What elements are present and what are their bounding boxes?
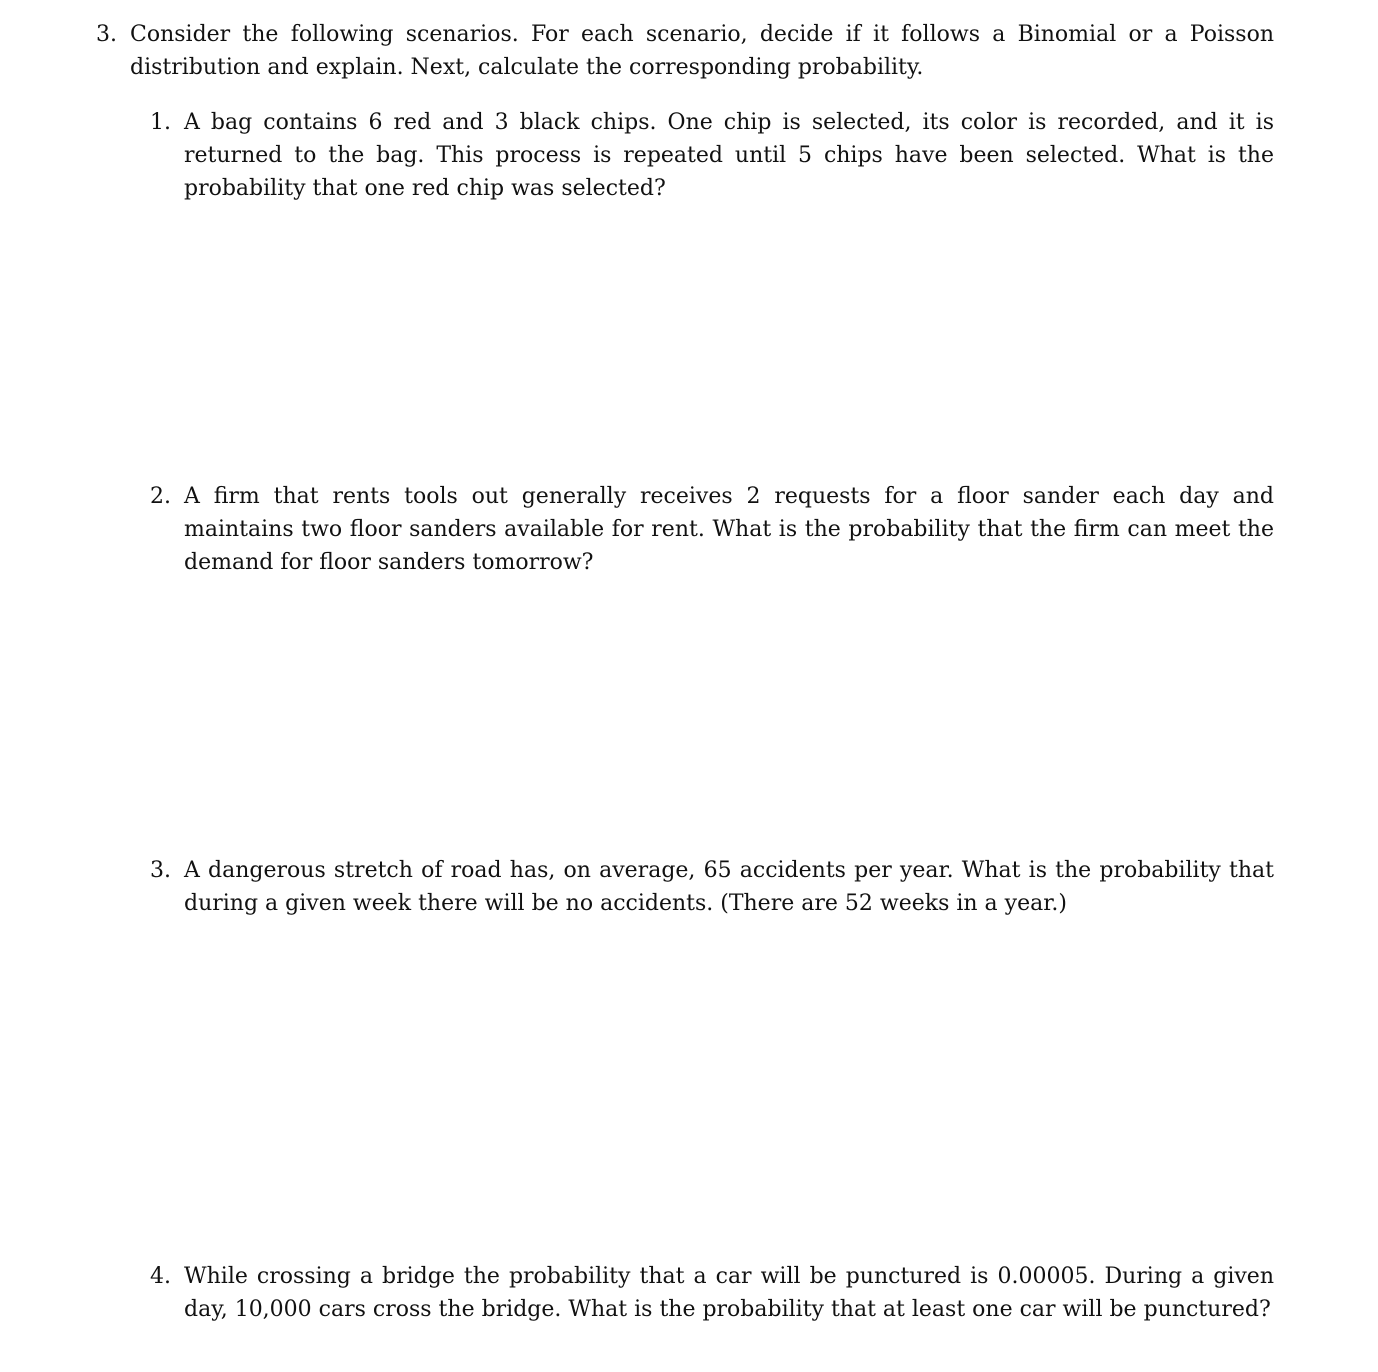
scenario-text: A firm that rents tools out generally receives 2 requests for a floor sander each day and maintains two floor sanders available for rent. What is the probability that the firm can meet the demand for floor sanders tomorrow? — [184, 484, 1274, 575]
scenario-text: While crossing a bridge the probability that a car will be punctured is 0.00005. During a given day, 10,000 cars cross the bridge. What is the probability that at least one car will be punctured? — [184, 1264, 1274, 1322]
scenario-number: 4. — [150, 1264, 171, 1289]
scenario-number: 3. — [150, 858, 171, 883]
question-number: 3. — [96, 22, 117, 47]
scenario-number: 2. — [150, 484, 171, 509]
scenario-number: 1. — [150, 110, 171, 135]
question-text: Consider the following scenarios. For each scenario, decide if it follows a Binomial or a Poisson distribution and explain. Next, calculate the corresponding probability. — [130, 22, 1274, 80]
scenario-text: A bag contains 6 red and 3 black chips. One chip is selected, its color is recorded, and it is returned to the bag. This process is repeated until 5 chips have been selected. What is the probability that one red chip was selected? — [184, 110, 1274, 201]
scenario-text: A dangerous stretch of road has, on average, 65 accidents per year. What is the probability that during a given week there will be no accidents. (There are 52 weeks in a year.) — [184, 858, 1274, 916]
